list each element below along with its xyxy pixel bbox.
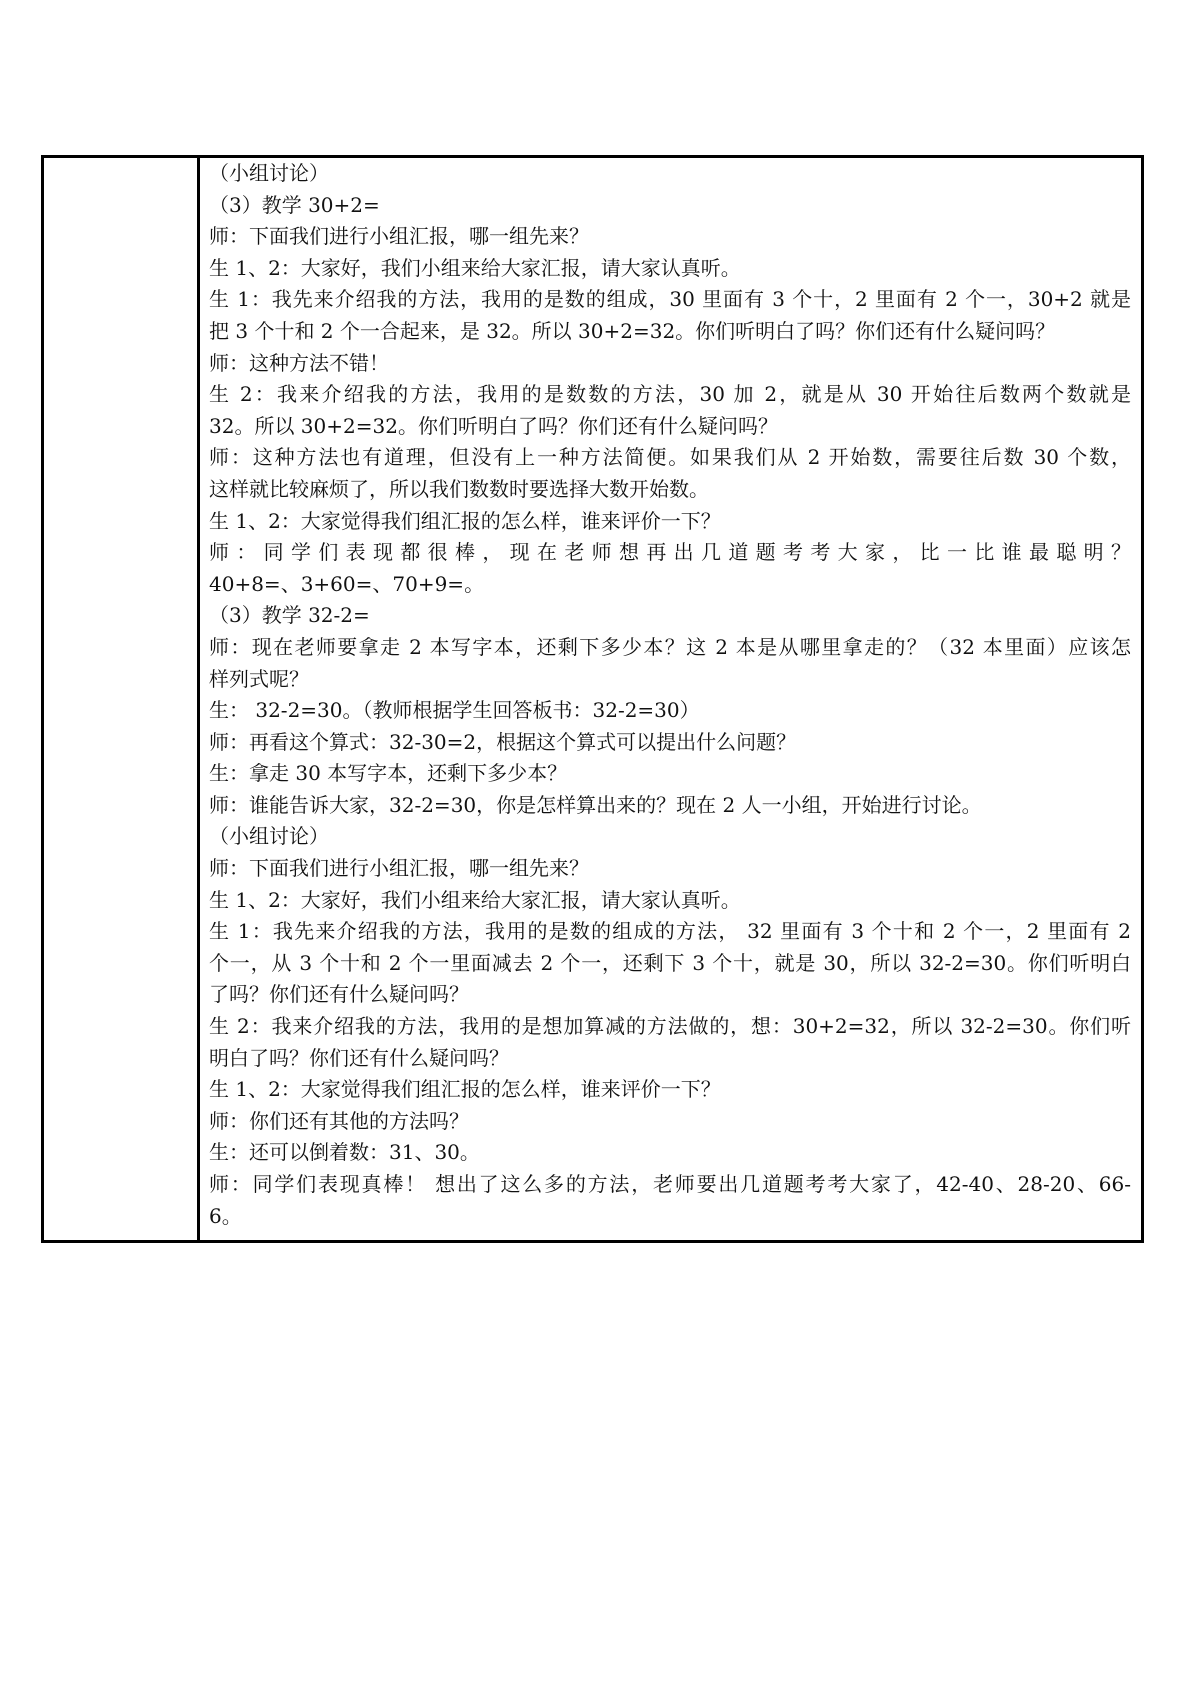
content-line: （小组讨论） — [209, 824, 329, 849]
content-line: 6。 — [209, 1203, 242, 1228]
content-line: 师：现在老师要拿走 2 本写字本，还剩下多少本？这 2 本是从哪里拿走的？（32 本里面）应该怎 — [209, 634, 1131, 659]
lesson-table — [41, 155, 1144, 1243]
content-line: 生 1、2：大家觉得我们组汇报的怎么样，谁来评价一下？ — [209, 508, 721, 533]
content-line: 生 1、2：大家觉得我们组汇报的怎么样，谁来评价一下？ — [209, 1077, 721, 1102]
content-line: 40+8=、3+60=、70+9=。 — [209, 571, 485, 596]
content-line: 生 1、2：大家好，我们小组来给大家汇报，请大家认真听。 — [209, 887, 741, 912]
lesson-content-cell — [209, 158, 1131, 1232]
content-line: 生： 32-2=30。（教师根据学生回答板书：32-2=30） — [209, 698, 700, 723]
content-line: 这样就比较麻烦了，所以我们数数时要选择大数开始数。 — [209, 476, 709, 501]
column-divider — [197, 158, 200, 1240]
content-line: 师：下面我们进行小组汇报，哪一组先来？ — [209, 856, 589, 881]
content-line: （小组讨论） — [209, 161, 329, 185]
content-line: （3）教学 30+2= — [209, 192, 380, 217]
content-line: 明白了吗？你们还有什么疑问吗？ — [209, 1045, 509, 1070]
content-line: 生 1：我先来介绍我的方法，我用的是数的组成，30 里面有 3 个十，2 里面有 2 个一，30+2 就是 — [209, 287, 1131, 312]
content-line: （3）教学 32-2= — [209, 603, 370, 628]
content-line: 师：谁能告诉大家，32-2=30，你是怎样算出来的？现在 2 人一小组，开始进行讨论。 — [209, 792, 982, 817]
content-line: 生 2：我来介绍我的方法，我用的是想加算减的方法做的，想：30+2=32，所以 32-2=30。你们听 — [209, 1014, 1131, 1039]
content-line: 样列式呢？ — [209, 666, 309, 691]
content-line: 师：再看这个算式：32-30=2，根据这个算式可以提出什么问题？ — [209, 729, 797, 754]
content-line: 生：拿走 30 本写字本，还剩下多少本？ — [209, 761, 568, 786]
content-line: 师：这种方法也有道理，但没有上一种方法简便。如果我们从 2 开始数，需要往后数 30 个数， — [209, 445, 1131, 470]
content-line: 师：下面我们进行小组汇报，哪一组先来？ — [209, 224, 589, 249]
content-line: 生：还可以倒着数：31、30。 — [209, 1140, 480, 1165]
content-line: 师：同学们表现真棒！ 想出了这么多的方法，老师要出几道题考考大家了，42-40、28-20、66- — [209, 1172, 1131, 1196]
content-line: 师：同学们表现都很棒，现在老师想再出几道题考考大家，比一比谁最聪明？ — [209, 540, 1131, 565]
content-line: 生 1：我先来介绍我的方法，我用的是数的组成的方法， 32 里面有 3 个十和 2 个一，2 里面有 2 — [209, 919, 1131, 944]
content-line: 生 1、2：大家好，我们小组来给大家汇报，请大家认真听。 — [209, 255, 741, 280]
content-line: 把 3 个十和 2 个一合起来，是 32。所以 30+2=32。你们听明白了吗？你们还有什么疑问吗？ — [209, 318, 1056, 343]
content-line: 32。所以 30+2=32。你们听明白了吗？你们还有什么疑问吗？ — [209, 413, 778, 438]
content-line: 个一，从 3 个十和 2 个一里面减去 2 个一，还剩下 3 个十，就是 30，所以 32-2=30。你们听明白 — [209, 950, 1131, 975]
content-line: 师：你们还有其他的方法吗？ — [209, 1108, 469, 1133]
content-line: 了吗？你们还有什么疑问吗？ — [209, 982, 469, 1007]
empty-left-cell — [44, 158, 197, 1240]
content-line: 生 2：我来介绍我的方法，我用的是数数的方法，30 加 2，就是从 30 开始往后数两个数就是 — [209, 382, 1131, 407]
content-line: 师：这种方法不错！ — [209, 350, 389, 375]
